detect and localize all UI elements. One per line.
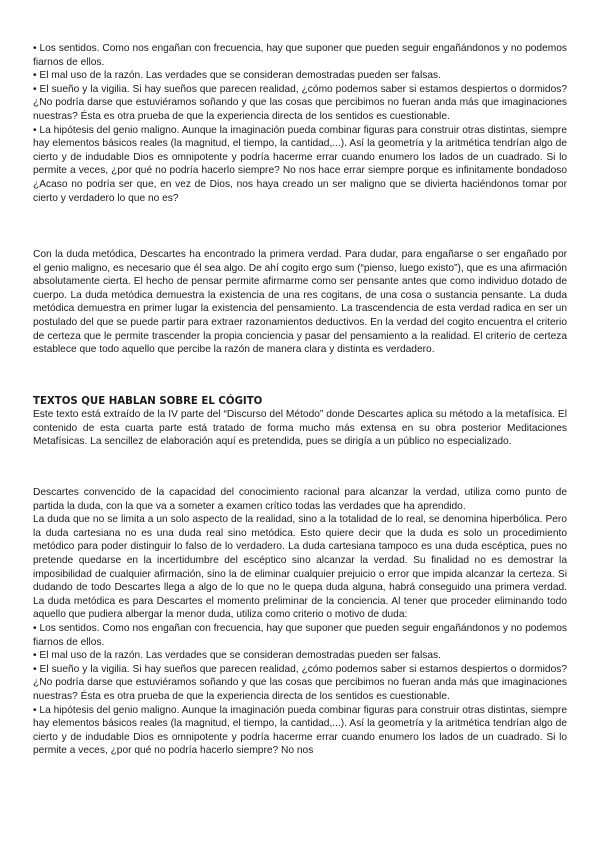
section-descartes bbox=[33, 486, 567, 758]
list-item-sueno: • El sueño y la vigilia. Si hay sueños que parecen realidad, ¿cómo podemos saber si estamos despiertos o dormidos? ¿No podría darse que estuviéramos soñando y que las cosas que percibimos no fueran anda más que imaginaciones nuestras? Ésta es otra prueba de que la experiencia directa de los sentidos es cuestionable. bbox=[33, 83, 567, 122]
section-texto-intro bbox=[33, 408, 567, 449]
paragraph-texto-intro: Este texto está extraído de la IV parte del “Discurso del Método” donde Descartes aplica su método a la metafísica. El contenido de esta cuarta parte está tratado de forma mucho más extensa en su obra posterior Meditaciones Metafísicas. La sencillez de elaboración aquí es pretendida, pues se dirigía a un público no especializado. bbox=[33, 409, 567, 448]
paragraph-hiperbolica: La duda que no se limita a un solo aspecto de la realidad, sino a la totalidad de lo real, se denomina hiperbólica. Pero la duda cartesiana no es una duda real sino metódica. Esto quiere decir que la duda es solo un procedimiento metódico para poder distinguir lo falso de lo verdadero. La duda cartesiana tampoco es una duda escéptica, pues no pretende quedarse en la incertidumbre del escéptico sino alcanzar la verdad. Su finalidad no es demostrar la imposibilidad de cualquier afirmación, sino la de eliminar cualquier prejuicio o error que impida alcanzar la certeza. Si dudando de todo Descartes llega a algo de lo que no le quepa duda alguna, habrá conseguido una primera verdad. La duda metódica es para Descartes el momento preliminar de la conciencia. Al tener que proceder eliminando todo aquello que pudiera albergar la menor duda, utiliza como criterio o motivo de duda: bbox=[33, 514, 567, 621]
list-item-sueno: • El sueño y la vigilia. Si hay sueños que parecen realidad, ¿cómo podemos saber si estamos despiertos o dormidos? ¿No podría darse que estuviéramos soñando y que las cosas que percibimos no fueran anda más que imaginaciones nuestras? Ésta es otra prueba de que la experiencia directa de los sentidos es cuestionable. bbox=[33, 663, 567, 702]
paragraph-descartes: Descartes convencido de la capacidad del conocimiento racional para alcanzar la verdad, utiliza como punto de partida la duda, con la que va a someter a examen crítico todas las verdades que ha aprendido. bbox=[33, 487, 567, 512]
list-item-sentidos: • Los sentidos. Como nos engañan con frecuencia, hay que suponer que pueden seguir engañándonos y no podemos fiarnos de ellos. bbox=[33, 43, 567, 68]
list-item-sentidos: • Los sentidos. Como nos engañan con frecuencia, hay que suponer que pueden seguir engañándonos y no podemos fiarnos de ellos. bbox=[33, 622, 567, 648]
criteria-list-top bbox=[33, 42, 567, 205]
list-item-razon: • El mal uso de la razón. Las verdades que se consideran demostradas pueden ser falsas. bbox=[33, 650, 441, 662]
list-item-genio: • La hipótesis del genio maligno. Aunque la imaginación pueda combinar figuras para construir otras distintas, siempre hay elementos básicos reales (la magnitud, el tiempo, la cantidad,...). Así la geometría y la aritmética tendrían algo de cierto y de indudable Dios es omnipotente y podría hacermе errar cuando enumero los lados de un cuadrado. Si lo permite a veces, ¿por qué no podría hacerlo siempre? No nos hace errar siempre porque es infinitamente bondadoso ¿Acaso no podría ser que, en vez de Dios, nos haya creado un ser maligno que se divierta haciéndonos tomar por cierto y verdadero lo que no es? bbox=[33, 124, 567, 204]
paragraph-duda-metodica: Con la duda metódica, Descartes ha encontrado la primera verdad. Para dudar, para engañarse o ser engañado por el genio maligno, es necesario que él sea algo. De ahí cogito ergo sum (“pienso, luego existo”), que es una afirmación absolutamente cierta. El hecho de pensar permite afirmarme como ser pensante antes que como individuo dotado de cuerpo. La duda metódica demuestra la existencia de una res cogitans, de una cosa o sustancia pensante. La duda metódica demuestra en primer lugar la existencia del pensamiento. La trascendencia de esta verdad radica en ser un postulado del que se puede partir para extraer razonamientos deductivos. En la verdad del cogito encuentra el criterio de certeza que le permite trascender la propia conciencia y pasar del pensamiento a la realidad. El criterio de certeza establece que todo aquello que percibe la razón de manera clara y distinta es verdadero. bbox=[33, 249, 567, 356]
section-heading: TEXTOS QUE HABLAN SOBRE EL CÓGITO bbox=[33, 396, 263, 407]
list-item-razon: • El mal uso de la razón. Las verdades que se consideran demostradas pueden ser falsas. bbox=[33, 70, 441, 82]
list-item-genio: • La hipótesis del genio maligno. Aunque la imaginación pueda combinar figuras para construir otras distintas, siempre hay elementos básicos reales (la magnitud, el tiempo, la cantidad,...). Así la geometría y la aritmética tendrían algo de cierto y de indudable Dios es omnipotente y podría hacermе errar cuando enumero los lados de un cuadrado. Si lo permite a veces, ¿por qué no podría hacerlo siempre? No nos bbox=[33, 704, 567, 757]
section-duda-metodica bbox=[33, 248, 567, 357]
